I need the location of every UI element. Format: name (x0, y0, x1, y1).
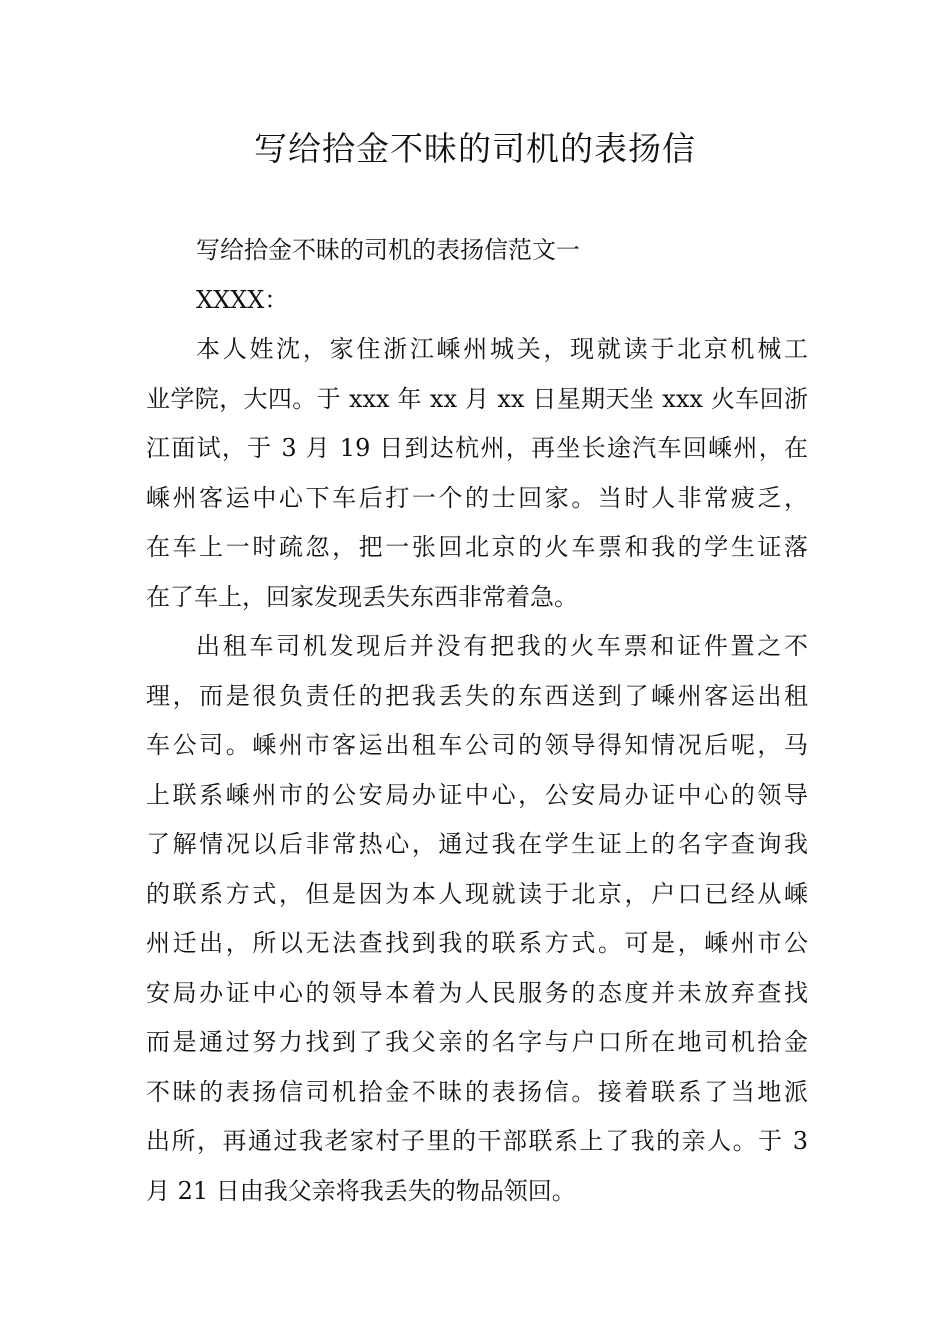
text-line: 嵊州客运中心下车后打一个的士回家。当时人非常疲乏， (146, 483, 808, 512)
document-body (146, 226, 808, 1216)
document-title: 写给拾金不昧的司机的表扬信 (254, 129, 696, 168)
text-line: 而是通过努力找到了我父亲的名字与户口所在地司机拾金 (146, 1028, 808, 1056)
text-line: 本人姓沈，家住浙江嵊州城关，现就读于北京机械工 (196, 335, 808, 363)
text-line: 出租车司机发现后并没有把我的火车票和证件置之不 (196, 632, 808, 660)
text-line: 安局办证中心的领导本着为人民服务的态度并未放弃查找 (146, 978, 808, 1007)
text-line: 在了车上，回家发现丢失东西非常着急。 (146, 582, 578, 611)
text-line: 江面试，于 3 月 19 日到达杭州，再坐长途汽车回嵊州，在 (146, 434, 808, 462)
text-line: 写给拾金不昧的司机的表扬信范文一 (196, 236, 580, 264)
text-line: XXXX： (196, 285, 289, 314)
text-line: 在车上一时疏忽，把一张回北京的火车票和我的学生证落 (146, 533, 808, 561)
text-line: 不昧的表扬信司机拾金不昧的表扬信。接着联系了当地派 (146, 1077, 808, 1106)
text-line: 业学院，大四。于 xxx 年 xx 月 xx 日星期天坐 xxx 火车回浙 (146, 384, 808, 413)
text-line: 出所，再通过我老家村子里的干部联系上了我的亲人。于 3 (146, 1127, 808, 1155)
text-line: 上联系嵊州市的公安局办证中心，公安局办证中心的领导 (146, 780, 808, 809)
text-line: 了解情况以后非常热心，通过我在学生证上的名字查询我 (146, 830, 808, 858)
text-line: 月 21 日由我父亲将我丢失的物品领回。 (146, 1176, 576, 1205)
text-line: 的联系方式，但是因为本人现就读于北京，户口已经从嵊 (146, 879, 808, 908)
text-line: 州迁出，所以无法查找到我的联系方式。可是，嵊州市公 (146, 929, 808, 957)
text-line: 理，而是很负责任的把我丢失的东西送到了嵊州客运出租 (146, 681, 808, 710)
text-line: 车公司。嵊州市客运出租车公司的领导得知情况后呢，马 (146, 731, 808, 759)
